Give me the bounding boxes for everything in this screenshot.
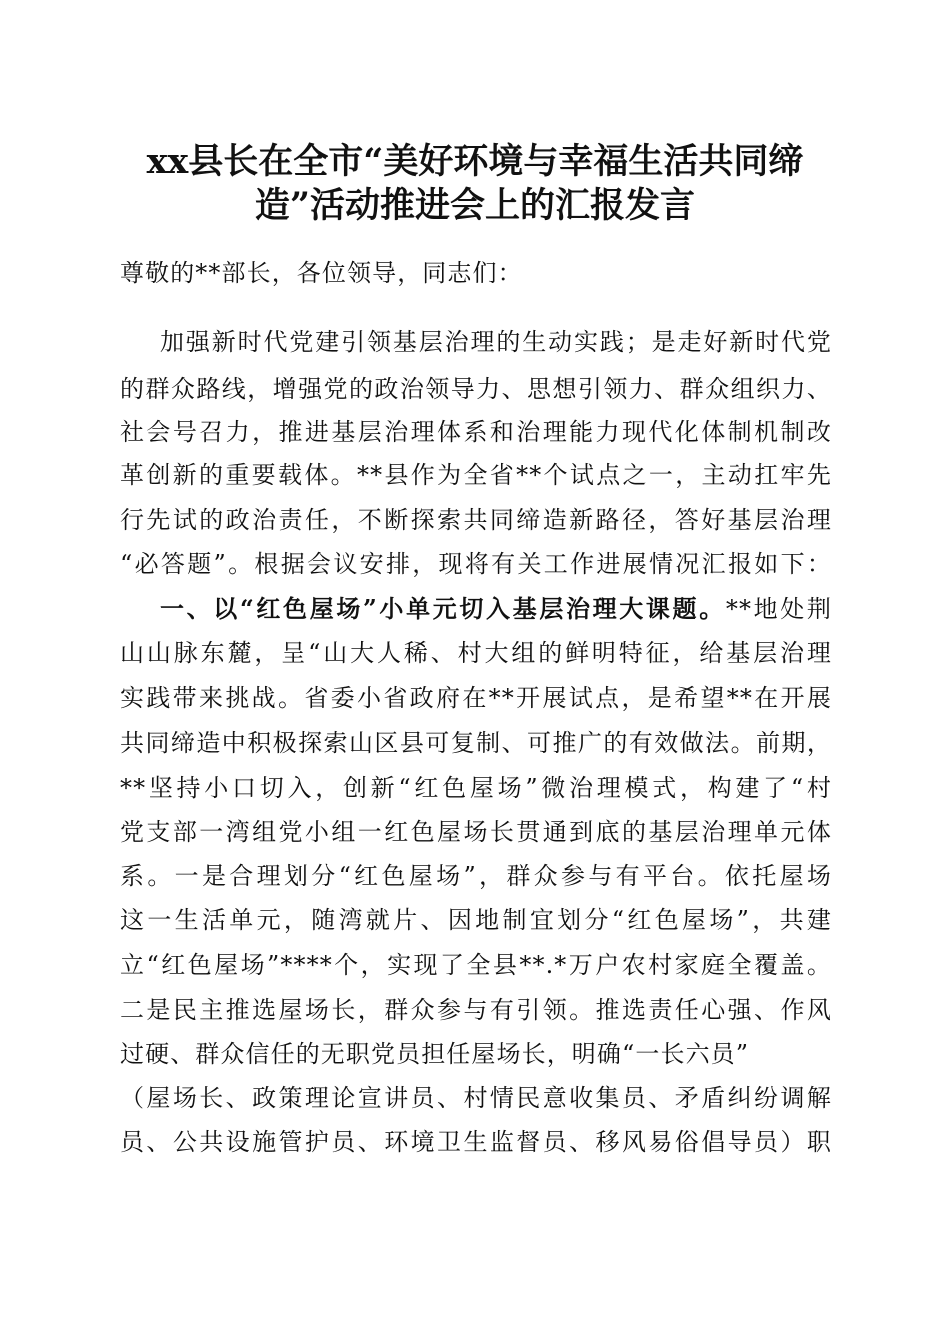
- intro-line: 加强新时代党建引领基层治理的生动实践；是走好新时代党: [160, 328, 832, 356]
- section1-line: 党支部一湾组党小组一红色屋场长贯通到底的基层治理单元体: [120, 818, 832, 846]
- section1-first-line: [160, 594, 832, 624]
- section1-line: 系。一是合理划分“红色屋场”，群众参与有平台。依托屋场: [120, 862, 832, 890]
- salutation: 尊敬的**部长，各位领导，同志们：: [120, 259, 523, 287]
- section1-line: 立“红色屋场”****个，实现了全县**.*万户农村家庭全覆盖。: [120, 951, 832, 979]
- section1-line: 共同缔造中积极探索山区县可复制、可推广的有效做法。前期，: [120, 729, 832, 757]
- section1-line: 这一生活单元，随湾就片、因地制宜划分“红色屋场”，共建: [120, 906, 832, 934]
- intro-line: 社会号召力，推进基层治理体系和治理能力现代化体制机制改: [120, 418, 832, 446]
- section1-line: 二是民主推选屋场长，群众参与有引领。推选责任心强、作风: [120, 996, 832, 1024]
- section1-line: 山山脉东麓，呈“山大人稀、村大组的鲜明特征，给基层治理: [120, 639, 832, 667]
- section1-heading-tail: **地处荆: [725, 595, 833, 623]
- document-title-line-1: xx县长在全市“美好环境与幸福生活共同缔: [146, 141, 804, 182]
- section1-line: 员、公共设施管护员、环境卫生监督员、移风易俗倡导员）职: [120, 1128, 832, 1156]
- intro-line: 革创新的重要载体。**县作为全省**个试点之一，主动扛牢先: [120, 461, 832, 489]
- section1-heading: 一、以“红色屋场”小单元切入基层治理大课题。: [160, 594, 726, 623]
- section1-line: **坚持小口切入，创新“红色屋场”微治理模式，构建了“村: [120, 774, 832, 802]
- intro-line: “必答题”。根据会议安排，现将有关工作进展情况汇报如下：: [120, 550, 832, 578]
- section1-line: （屋场长、政策理论宣讲员、村情民意收集员、矛盾纠纷调解: [120, 1084, 832, 1112]
- document-title-line-2: 造”活动推进会上的汇报发言: [254, 185, 696, 226]
- section1-line: 实践带来挑战。省委小省政府在**开展试点，是希望**在开展: [120, 684, 832, 712]
- intro-line: 行先试的政治责任，不断探索共同缔造新路径，答好基层治理: [120, 506, 832, 534]
- section1-line: 过硬、群众信任的无职党员担任屋场长，明确“一长六员”: [120, 1040, 750, 1068]
- intro-line: 的群众路线，增强党的政治领导力、思想引领力、群众组织力、: [120, 375, 832, 403]
